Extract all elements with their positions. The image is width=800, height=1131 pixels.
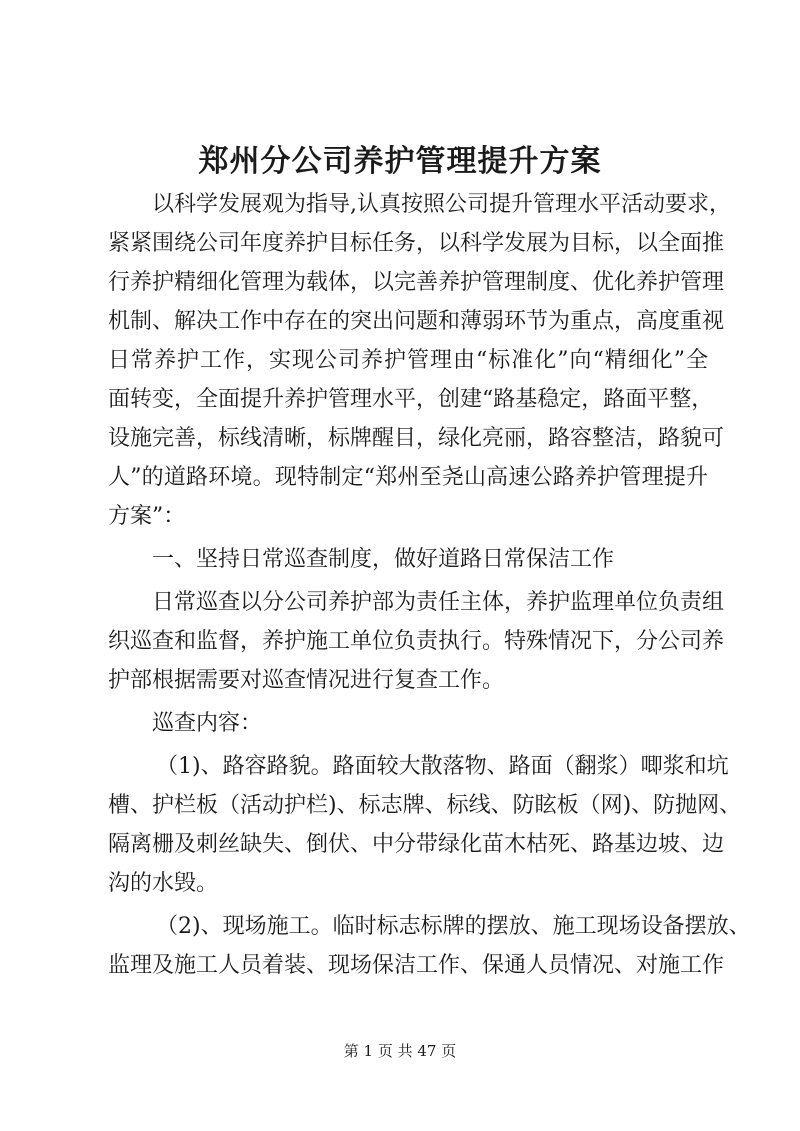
paragraph-line: 沟的水毁。	[108, 871, 219, 896]
paragraph-line: （2)、现场施工。临时标志标牌的摆放、施工现场设备摆放、	[156, 914, 751, 939]
page-footer: 第 1 页 共 47 页	[343, 1042, 457, 1060]
document-title: 郑州分公司养护管理提升方案	[198, 144, 602, 179]
subheading: 巡查内容：	[152, 711, 263, 736]
paragraph-line: 日常养护工作，实现公司养护管理由“标准化”向“精细化”全	[108, 348, 708, 373]
paragraph-line: 方案”：	[108, 504, 186, 529]
paragraph-line: 行养护精细化管理为载体，以完善养护管理制度、优化养护管理	[108, 270, 725, 295]
paragraph-line: 机制、解决工作中存在的突出问题和薄弱环节为重点，高度重视	[108, 309, 725, 334]
paragraph-line: 紧紧围绕公司年度养护目标任务，以科学发展为目标，以全面推	[108, 231, 725, 256]
paragraph-line: 护部根据需要对巡查情况进行复查工作。	[108, 668, 505, 693]
paragraph-line: 监理及施工人员着装、现场保洁工作、保通人员情况、对施工作	[108, 953, 725, 978]
paragraph-line: （1)、路容路貌。路面较大散落物、路面（翻浆）唧浆和坑	[156, 754, 729, 779]
section-heading: 一、坚持日常巡查制度，做好道路日常保洁工作	[152, 547, 615, 572]
paragraph-line: 日常巡查以分公司养护部为责任主体，养护监理单位负责组	[152, 590, 725, 615]
document-body	[108, 185, 751, 985]
paragraph-line: 人”的道路环境。现特制定“郑州至尧山高速公路养护管理提升	[108, 465, 708, 490]
paragraph-line: 以科学发展观为指导,认真按照公司提升管理水平活动要求，	[152, 192, 731, 217]
paragraph-line: 隔离栅及刺丝缺失、倒伏、中分带绿化苗木枯死、路基边坡、边	[108, 832, 725, 857]
paragraph-line: 设施完善，标线清晰，标牌醒目，绿化亮丽，路容整洁，路貌可	[108, 426, 725, 451]
paragraph-line: 槽、护栏板（活动护栏)、标志牌、标线、防眩板（网)、防抛网、	[108, 793, 742, 818]
paragraph-line: 织巡查和监督，养护施工单位负责执行。特殊情况下，分公司养	[108, 629, 725, 654]
paragraph-line: 面转变，全面提升养护管理水平，创建“路基稳定，路面平整，	[108, 387, 714, 412]
